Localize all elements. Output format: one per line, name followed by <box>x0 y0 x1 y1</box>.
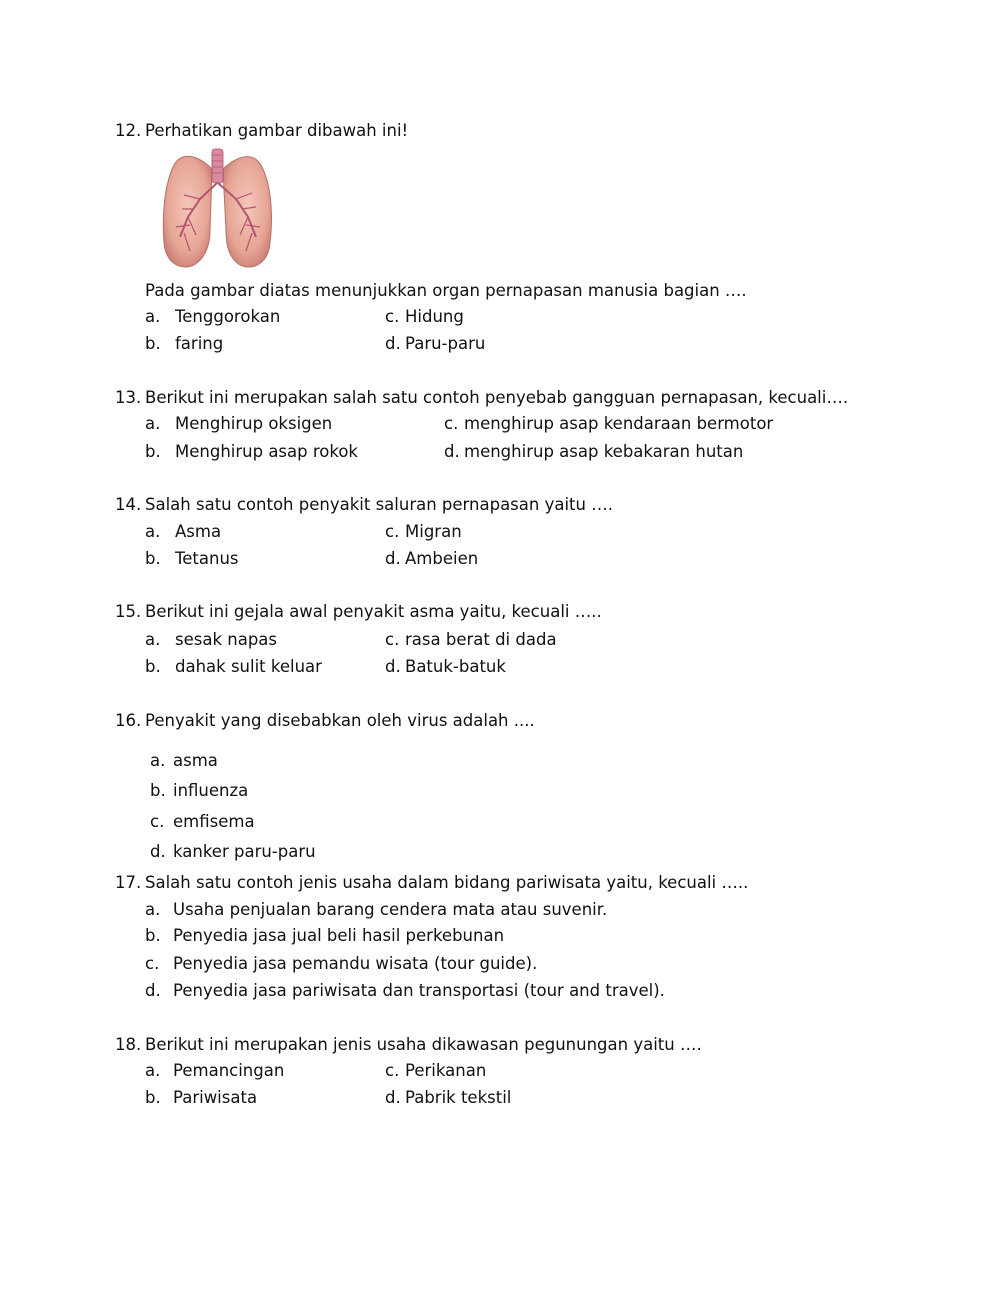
option-text: Tenggorokan <box>175 307 281 326</box>
option-letter: b. <box>145 334 161 353</box>
option-text: Hidung <box>405 307 464 326</box>
option-letter: b. <box>145 657 161 676</box>
question-text: Berikut ini merupakan jenis usaha dikawasan pegunungan yaitu …. <box>145 1035 702 1054</box>
option-letter: b. <box>145 926 161 945</box>
option-letter: a. <box>145 522 161 541</box>
option-text: Penyedia jasa pariwisata dan transportasi (tour and travel). <box>173 981 665 1000</box>
option-text: menghirup asap kebakaran hutan <box>464 442 744 461</box>
option-text: Pariwisata <box>173 1088 258 1107</box>
option-letter: c. <box>385 307 400 326</box>
question-number: 16. <box>115 711 142 730</box>
question-text: Salah satu contoh penyakit saluran pernapasan yaitu …. <box>145 495 613 514</box>
option-text: menghirup asap kendaraan bermotor <box>464 414 774 433</box>
option-text: Tetanus <box>175 549 239 568</box>
option-text: Migran <box>405 522 462 541</box>
option-letter: d. <box>385 1088 401 1107</box>
question-number: 14. <box>115 495 142 514</box>
option-letter: b. <box>150 781 166 800</box>
option-letter: c. <box>385 522 400 541</box>
lungs-illustration <box>160 147 275 274</box>
option-letter: d. <box>385 549 401 568</box>
option-text: Menghirup asap rokok <box>175 442 358 461</box>
option-letter: b. <box>145 549 161 568</box>
option-letter: d. <box>145 981 161 1000</box>
question-prompt: Pada gambar diatas menunjukkan organ pernapasan manusia bagian …. <box>145 281 747 300</box>
question-number: 18. <box>115 1035 142 1054</box>
question-text: Berikut ini merupakan salah satu contoh penyebab gangguan pernapasan, kecuali…. <box>145 388 849 407</box>
question-text: Salah satu contoh jenis usaha dalam bidang pariwisata yaitu, kecuali ….. <box>145 873 749 892</box>
option-text: Menghirup oksigen <box>175 414 333 433</box>
option-letter: c. <box>145 954 160 973</box>
option-text: rasa berat di dada <box>405 630 557 649</box>
question-text: Berikut ini gejala awal penyakit asma yaitu, kecuali ….. <box>145 602 602 621</box>
option-text: Penyedia jasa jual beli hasil perkebunan <box>173 926 505 945</box>
option-text: Usaha penjualan barang cendera mata atau suvenir. <box>173 900 608 919</box>
question-number: 15. <box>115 602 142 621</box>
option-letter: a. <box>145 1061 161 1080</box>
option-text: kanker paru-paru <box>173 842 316 861</box>
option-text: Perikanan <box>405 1061 487 1080</box>
question-text: Perhatikan gambar dibawah ini! <box>145 121 409 140</box>
option-letter: a. <box>145 630 161 649</box>
option-text: Batuk-batuk <box>405 657 506 676</box>
option-letter: d. <box>385 334 401 353</box>
option-letter: b. <box>145 1088 161 1107</box>
option-text: influenza <box>173 781 249 800</box>
option-text: sesak napas <box>175 630 278 649</box>
option-letter: a. <box>145 900 161 919</box>
option-letter: a. <box>145 307 161 326</box>
question-number: 17. <box>115 873 142 892</box>
option-letter: c. <box>444 414 459 433</box>
option-letter: d. <box>385 657 401 676</box>
option-text: Ambeien <box>405 549 479 568</box>
option-text: faring <box>175 334 224 353</box>
question-number: 12. <box>115 121 142 140</box>
option-text: dahak sulit keluar <box>175 657 322 676</box>
question-number: 13. <box>115 388 142 407</box>
option-letter: d. <box>150 842 166 861</box>
option-text: emfisema <box>173 812 255 831</box>
option-text: Asma <box>175 522 222 541</box>
option-text: Paru-paru <box>405 334 486 353</box>
option-text: Pabrik tekstil <box>405 1088 512 1107</box>
question-text: Penyakit yang disebabkan oleh virus adalah .... <box>145 711 535 730</box>
option-letter: a. <box>150 751 166 770</box>
option-letter: c. <box>385 1061 400 1080</box>
option-text: Penyedia jasa pemandu wisata (tour guide). <box>173 954 538 973</box>
option-letter: d. <box>444 442 460 461</box>
option-text: Pemancingan <box>173 1061 285 1080</box>
option-text: asma <box>173 751 218 770</box>
option-letter: b. <box>145 442 161 461</box>
option-letter: c. <box>150 812 165 831</box>
option-letter: c. <box>385 630 400 649</box>
option-letter: a. <box>145 414 161 433</box>
